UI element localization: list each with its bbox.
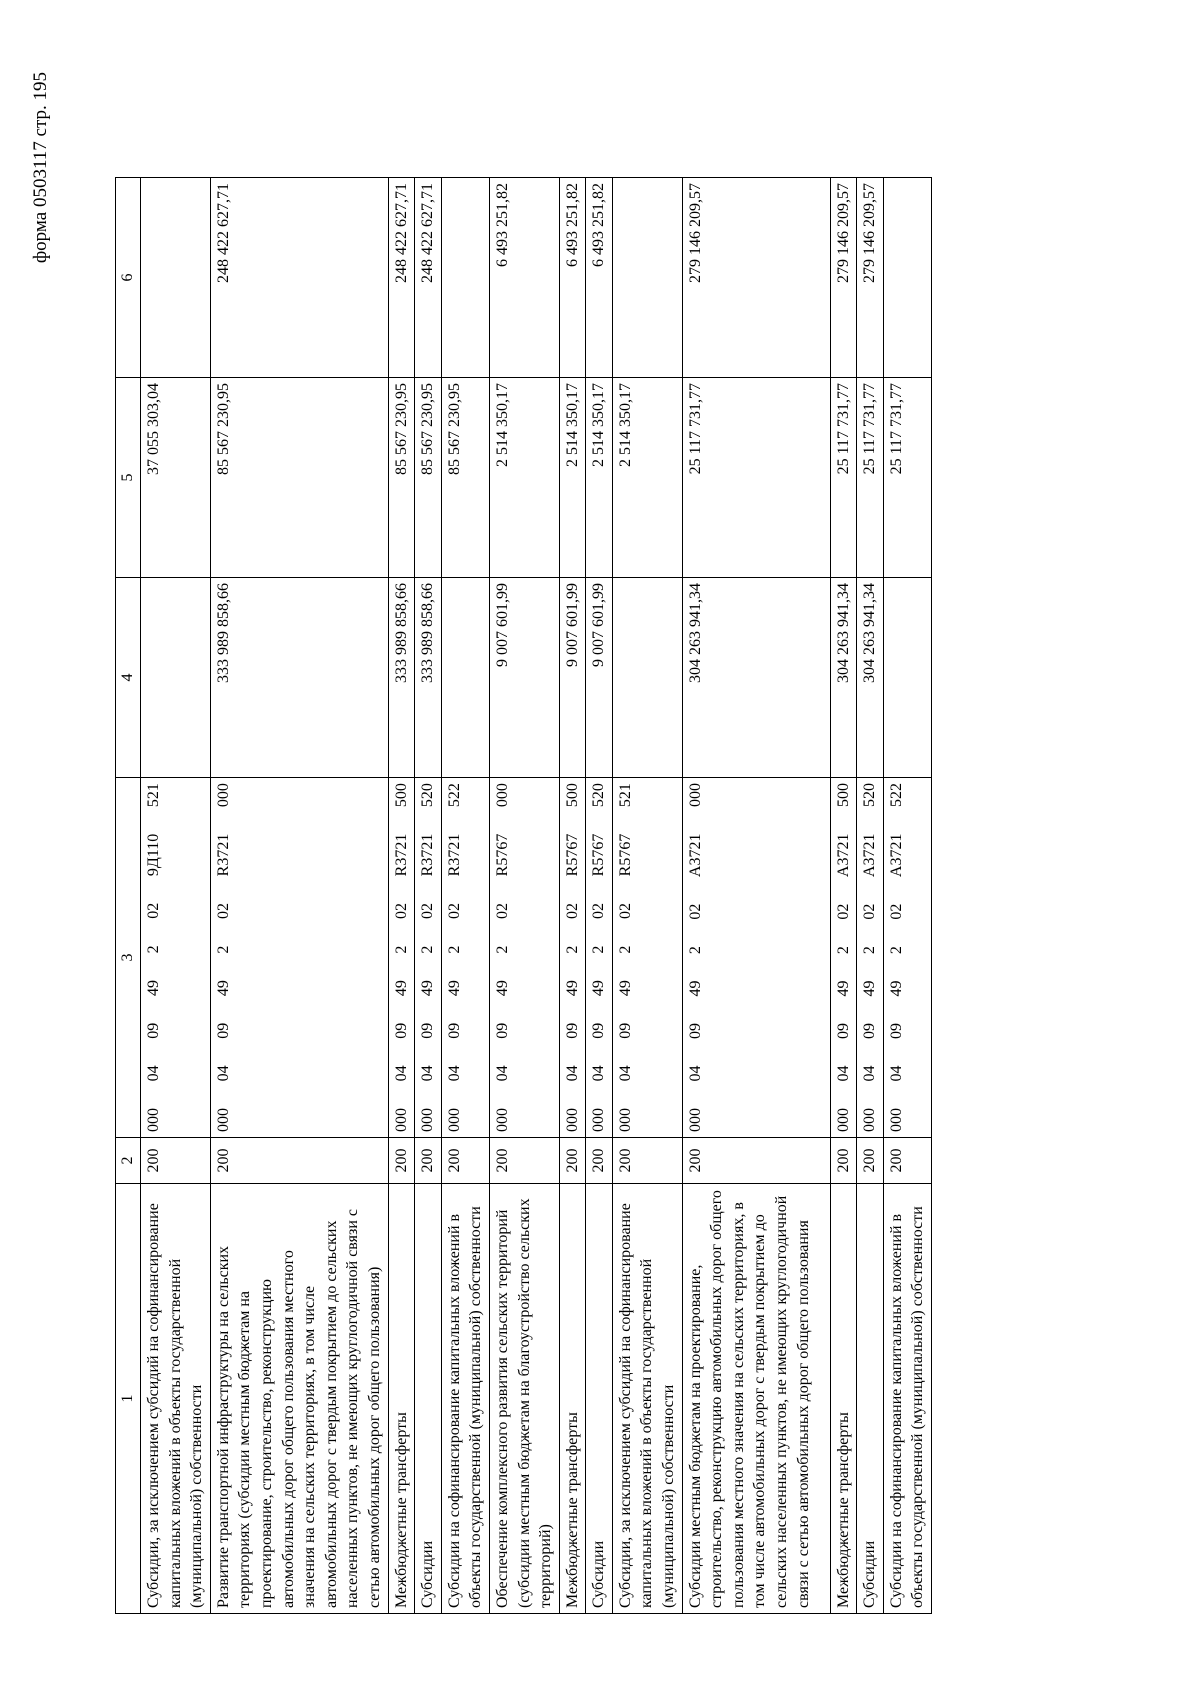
- kbk-part: 000: [493, 783, 511, 808]
- table-row: [857, 178, 884, 1614]
- kbk-part: 2: [563, 945, 581, 954]
- executed-amount: 85 567 230,95: [210, 378, 388, 578]
- approved-amount: [141, 578, 211, 778]
- kbk-part: 2: [616, 945, 634, 954]
- kbk-part: 49: [419, 980, 437, 997]
- kbk-part: 000: [392, 1108, 410, 1132]
- kbk-part: 520: [590, 783, 608, 808]
- executed-amount: 85 567 230,95: [388, 378, 415, 578]
- kbk-part: 500: [563, 783, 581, 808]
- kbk-part: 2: [214, 945, 232, 954]
- budget-execution-table: [115, 177, 932, 1614]
- kbk-part: 04: [563, 1065, 581, 1082]
- approved-amount: 333 989 858,66: [388, 578, 415, 778]
- line-code: 200: [586, 1138, 613, 1184]
- kbk-part: 04: [887, 1065, 905, 1082]
- table-row: [489, 178, 559, 1614]
- approved-amount: [883, 578, 931, 778]
- unexecuted-amount: 6 493 251,82: [586, 178, 613, 378]
- unexecuted-amount: 248 422 627,71: [210, 178, 388, 378]
- kbk-part: 000: [834, 1108, 852, 1132]
- kbk-part: 520: [419, 783, 437, 808]
- unexecuted-amount: [141, 178, 211, 378]
- kbk-part: 04: [616, 1065, 634, 1082]
- budget-classification-code: [141, 778, 211, 1138]
- kbk-part: А3721: [834, 833, 852, 878]
- executed-amount: 25 117 731,77: [682, 378, 830, 578]
- executed-amount: 25 117 731,77: [830, 378, 857, 578]
- kbk-part: 000: [590, 1108, 608, 1132]
- row-name: Субсидии на софинансирование капитальных вложений в объекты государственной (муниципальной) собственности: [883, 1184, 931, 1614]
- line-code: 200: [682, 1138, 830, 1184]
- kbk-part: R5767: [563, 833, 581, 877]
- col-header-6: 6: [116, 178, 141, 378]
- line-code: 200: [415, 1138, 442, 1184]
- kbk-part: 02: [493, 902, 511, 919]
- row-name: Субсидии: [586, 1184, 613, 1614]
- kbk-part: 02: [563, 902, 581, 919]
- row-name: Субсидии, за исключением субсидий на софинансирование капитальных вложений в объекты государственной (муниципальной) собственности: [141, 1184, 211, 1614]
- budget-classification-code: [388, 778, 415, 1138]
- executed-amount: 37 055 303,04: [141, 378, 211, 578]
- kbk-part: R3721: [392, 833, 410, 877]
- row-name: Межбюджетные трансферты: [388, 1184, 415, 1614]
- executed-amount: 25 117 731,77: [857, 378, 884, 578]
- budget-classification-code: [830, 778, 857, 1138]
- row-name: Развитие транспортной инфраструктуры на сельских территориях (субсидии местным бюджетам на проектирование, строительство, реконструкцию автомобильных дорог общего пользования местного значения на сельских территориях, в том числе автомобильных дорог с твердым покрытием до сельских населенных пунктов, не имеющих круглогодичной связи с сетью автомобильных дорог общего пользования): [210, 1184, 388, 1614]
- approved-amount: 304 263 941,34: [830, 578, 857, 778]
- line-code: 200: [489, 1138, 559, 1184]
- kbk-part: 02: [616, 902, 634, 919]
- table-row: [210, 178, 388, 1614]
- budget-classification-code: [559, 778, 586, 1138]
- kbk-part: 02: [392, 902, 410, 919]
- unexecuted-amount: 279 146 209,57: [857, 178, 884, 378]
- kbk-part: 49: [861, 980, 879, 997]
- budget-classification-code: [857, 778, 884, 1138]
- unexecuted-amount: 279 146 209,57: [682, 178, 830, 378]
- kbk-part: 9Д110: [145, 833, 162, 877]
- table-row: [559, 178, 586, 1614]
- unexecuted-amount: [612, 178, 682, 378]
- kbk-part: 49: [493, 980, 511, 997]
- table-row: [415, 178, 442, 1614]
- kbk-part: R3721: [445, 833, 463, 877]
- line-code: 200: [141, 1138, 211, 1184]
- kbk-part: 02: [445, 902, 463, 919]
- kbk-part: 49: [214, 980, 232, 997]
- table-row: [141, 178, 211, 1614]
- kbk-part: 2: [686, 946, 704, 955]
- table-row: [883, 178, 931, 1614]
- kbk-part: 2: [445, 945, 463, 954]
- kbk-part: 02: [861, 903, 879, 920]
- kbk-part: R3721: [214, 833, 232, 877]
- kbk-part: 09: [563, 1022, 581, 1039]
- kbk-part: 2: [392, 945, 410, 954]
- kbk-part: 49: [616, 980, 634, 997]
- approved-amount: 333 989 858,66: [210, 578, 388, 778]
- line-code: 200: [210, 1138, 388, 1184]
- budget-classification-code: [682, 778, 830, 1138]
- kbk-part: А3721: [887, 833, 905, 878]
- col-header-5: 5: [116, 378, 141, 578]
- unexecuted-amount: 248 422 627,71: [388, 178, 415, 378]
- kbk-part: 49: [563, 980, 581, 997]
- approved-amount: 9 007 601,99: [559, 578, 586, 778]
- kbk-part: 09: [214, 1022, 232, 1039]
- kbk-part: 000: [686, 783, 704, 808]
- kbk-part: 2: [887, 946, 905, 955]
- kbk-part: А3721: [686, 833, 704, 878]
- kbk-part: 2: [861, 946, 879, 955]
- kbk-part: 02: [214, 902, 232, 919]
- unexecuted-amount: 248 422 627,71: [415, 178, 442, 378]
- col-header-1: 1: [116, 1184, 141, 1614]
- kbk-part: А3721: [861, 833, 879, 878]
- budget-classification-code: [612, 778, 682, 1138]
- table-row: [388, 178, 415, 1614]
- kbk-part: 04: [145, 1065, 162, 1082]
- row-name: Обеспечение комплексного развития сельских территорий (субсидии местным бюджетам на благоустройство сельских территорий): [489, 1184, 559, 1614]
- line-code: 200: [441, 1138, 489, 1184]
- kbk-part: 000: [214, 783, 232, 808]
- budget-classification-code: [883, 778, 931, 1138]
- kbk-part: 04: [834, 1065, 852, 1082]
- kbk-part: 522: [887, 783, 905, 808]
- row-name: Межбюджетные трансферты: [830, 1184, 857, 1614]
- kbk-part: 000: [214, 1108, 232, 1132]
- row-name: Межбюджетные трансферты: [559, 1184, 586, 1614]
- row-name: Субсидии на софинансирование капитальных вложений в объекты государственной (муниципальной) собственности: [441, 1184, 489, 1614]
- kbk-part: 09: [590, 1022, 608, 1039]
- kbk-part: 09: [445, 1022, 463, 1039]
- line-code: 200: [830, 1138, 857, 1184]
- approved-amount: 304 263 941,34: [857, 578, 884, 778]
- unexecuted-amount: 6 493 251,82: [489, 178, 559, 378]
- kbk-part: 02: [145, 902, 162, 919]
- kbk-part: 09: [145, 1022, 162, 1039]
- kbk-part: 04: [861, 1065, 879, 1082]
- unexecuted-amount: 6 493 251,82: [559, 178, 586, 378]
- kbk-part: 02: [887, 903, 905, 920]
- kbk-part: R5767: [590, 833, 608, 877]
- kbk-part: 49: [887, 980, 905, 997]
- line-code: 200: [388, 1138, 415, 1184]
- kbk-part: 09: [419, 1022, 437, 1039]
- row-name: Субсидии местным бюджетам на проектирование, строительство, реконструкцию автомобильных дорог общего пользования местного значения на сельских территориях, в том числе автомобильных дорог с твердым покрытием до сельских населенных пунктов, не имеющих круглогодичной связи с сетью автомобильных дорог общего пользования: [682, 1184, 830, 1614]
- kbk-part: 2: [419, 945, 437, 954]
- kbk-part: R5767: [493, 833, 511, 877]
- table-row: [586, 178, 613, 1614]
- executed-amount: 25 117 731,77: [883, 378, 931, 578]
- line-code: 200: [559, 1138, 586, 1184]
- executed-amount: 2 514 350,17: [586, 378, 613, 578]
- approved-amount: 333 989 858,66: [415, 578, 442, 778]
- kbk-part: 521: [616, 783, 634, 808]
- budget-classification-code: [210, 778, 388, 1138]
- kbk-part: 49: [834, 980, 852, 997]
- approved-amount: 9 007 601,99: [489, 578, 559, 778]
- kbk-part: 02: [419, 902, 437, 919]
- kbk-part: R5767: [616, 833, 634, 877]
- kbk-part: 000: [445, 1108, 463, 1132]
- col-header-2: 2: [116, 1138, 141, 1184]
- kbk-part: 000: [563, 1108, 581, 1132]
- kbk-part: 04: [590, 1065, 608, 1082]
- kbk-part: 2: [834, 946, 852, 955]
- approved-amount: [612, 578, 682, 778]
- kbk-part: 000: [616, 1108, 634, 1132]
- kbk-part: 49: [445, 980, 463, 997]
- budget-classification-code: [586, 778, 613, 1138]
- col-header-3: 3: [116, 778, 141, 1138]
- kbk-part: 09: [834, 1023, 852, 1040]
- kbk-part: 09: [493, 1022, 511, 1039]
- kbk-part: 520: [861, 783, 879, 808]
- kbk-part: 2: [145, 945, 162, 954]
- kbk-part: 000: [493, 1108, 511, 1132]
- executed-amount: 2 514 350,17: [612, 378, 682, 578]
- unexecuted-amount: [883, 178, 931, 378]
- kbk-part: 09: [616, 1022, 634, 1039]
- kbk-part: 521: [145, 783, 162, 808]
- kbk-part: 522: [445, 783, 463, 808]
- kbk-part: 49: [686, 980, 704, 997]
- kbk-part: 04: [686, 1065, 704, 1082]
- kbk-part: 04: [493, 1065, 511, 1082]
- kbk-part: 09: [392, 1022, 410, 1039]
- kbk-part: 02: [686, 903, 704, 920]
- kbk-part: 04: [214, 1065, 232, 1082]
- table-row: [830, 178, 857, 1614]
- executed-amount: 2 514 350,17: [559, 378, 586, 578]
- line-code: 200: [883, 1138, 931, 1184]
- row-name: Субсидии, за исключением субсидий на софинансирование капитальных вложений в объекты государственной (муниципальной) собственности: [612, 1184, 682, 1614]
- approved-amount: 9 007 601,99: [586, 578, 613, 778]
- kbk-part: 49: [145, 980, 162, 997]
- kbk-part: 2: [590, 945, 608, 954]
- form-page-label: форма 0503117 стр. 195: [30, 72, 51, 264]
- col-header-4: 4: [116, 578, 141, 778]
- table-row: [612, 178, 682, 1614]
- kbk-part: 04: [419, 1065, 437, 1082]
- kbk-part: 09: [686, 1023, 704, 1040]
- kbk-part: 04: [445, 1065, 463, 1082]
- kbk-part: 000: [419, 1108, 437, 1132]
- kbk-part: 2: [493, 945, 511, 954]
- table-row: [441, 178, 489, 1614]
- line-code: 200: [612, 1138, 682, 1184]
- executed-amount: 85 567 230,95: [441, 378, 489, 578]
- executed-amount: 85 567 230,95: [415, 378, 442, 578]
- approved-amount: 304 263 941,34: [682, 578, 830, 778]
- unexecuted-amount: 279 146 209,57: [830, 178, 857, 378]
- kbk-part: 49: [392, 980, 410, 997]
- line-code: 200: [857, 1138, 884, 1184]
- executed-amount: 2 514 350,17: [489, 378, 559, 578]
- kbk-part: R3721: [419, 833, 437, 877]
- kbk-part: 500: [392, 783, 410, 808]
- budget-classification-code: [489, 778, 559, 1138]
- table-body: [141, 178, 932, 1614]
- table-row: [682, 178, 830, 1614]
- row-name: Субсидии: [857, 1184, 884, 1614]
- kbk-part: 04: [392, 1065, 410, 1082]
- kbk-part: 02: [590, 902, 608, 919]
- kbk-part: 09: [887, 1023, 905, 1040]
- unexecuted-amount: [441, 178, 489, 378]
- kbk-part: 09: [861, 1023, 879, 1040]
- approved-amount: [441, 578, 489, 778]
- budget-classification-code: [441, 778, 489, 1138]
- kbk-part: 000: [686, 1108, 704, 1132]
- kbk-part: 02: [834, 903, 852, 920]
- column-number-row: [116, 178, 141, 1614]
- kbk-part: 500: [834, 783, 852, 808]
- budget-classification-code: [415, 778, 442, 1138]
- kbk-part: 000: [861, 1108, 879, 1132]
- kbk-part: 49: [590, 980, 608, 997]
- kbk-part: 000: [887, 1108, 905, 1132]
- kbk-part: 000: [145, 1108, 162, 1132]
- row-name: Субсидии: [415, 1184, 442, 1614]
